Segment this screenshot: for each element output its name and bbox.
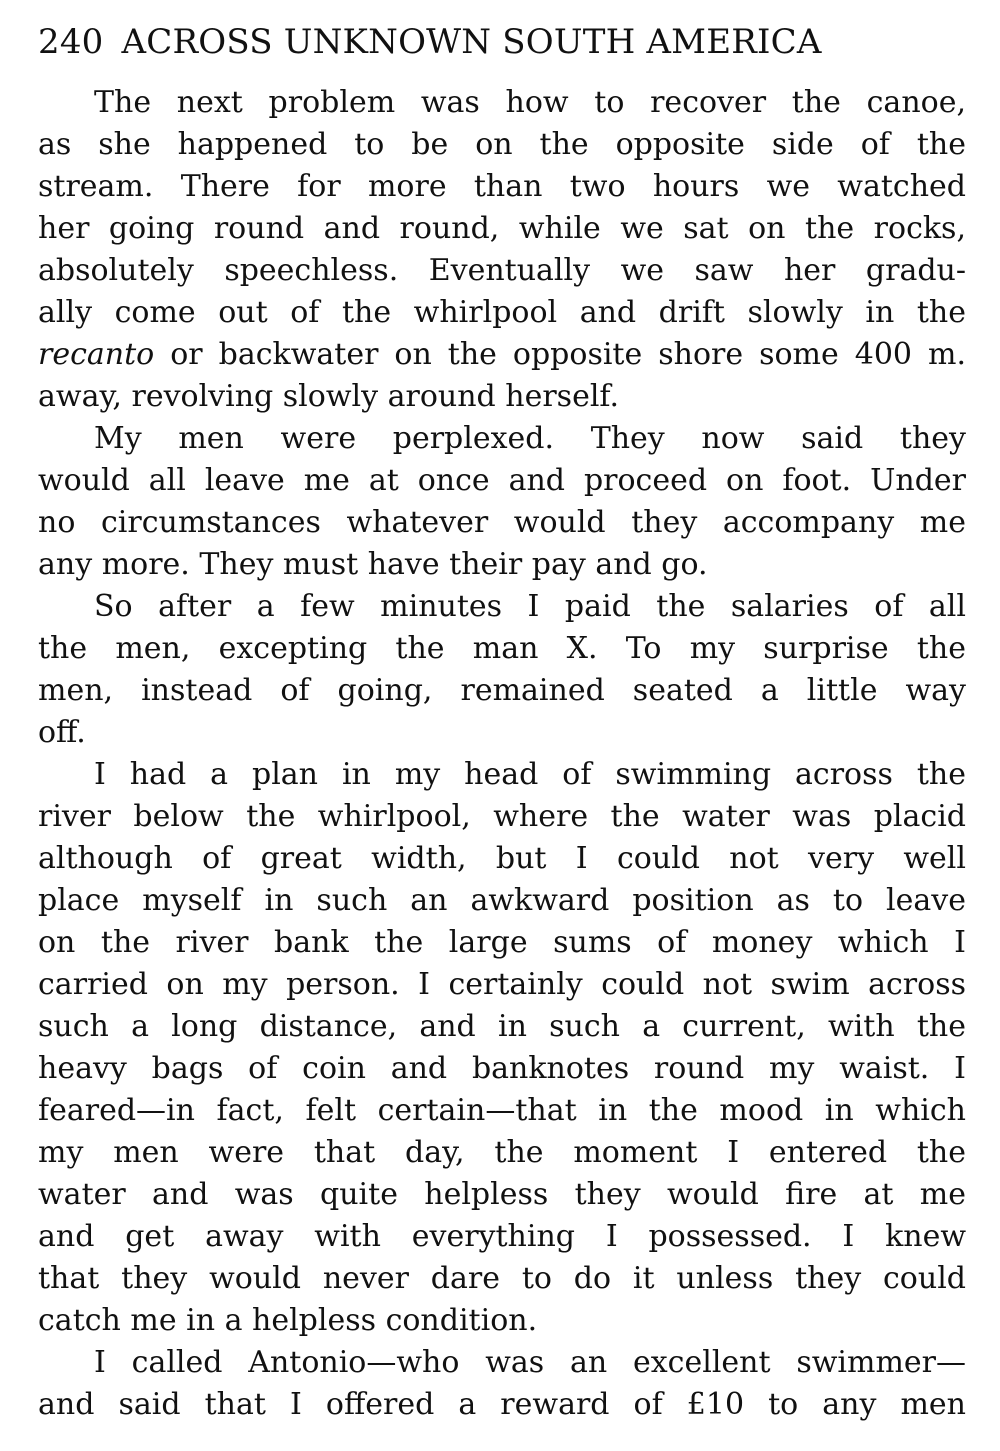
text-line: feared—in fact, felt certain—that in the mood in which (38, 1093, 966, 1128)
running-header (38, 18, 968, 66)
text-line: carried on my person. I certainly could not swim across (38, 967, 966, 1002)
text-line: catch me in a helpless condition. (38, 1303, 538, 1338)
text-line: stream. There for more than two hours we watched (38, 169, 966, 204)
text-line: The next problem was how to recover the canoe, (94, 85, 966, 120)
body-text (38, 82, 966, 1426)
line-rest: or backwater on the opposite shore some 400 m. (154, 337, 966, 372)
text-line: place myself in such an awkward position as to leave (38, 883, 966, 918)
text-line: any more. They must have their pay and go. (38, 547, 708, 582)
text-line: and said that I offered a reward of £10 to any men (38, 1387, 966, 1422)
text-line: My men were perplexed. They now said they (94, 421, 966, 456)
text-line: and get away with everything I possessed. I knew (38, 1219, 966, 1254)
text-line (38, 334, 966, 376)
text-line: off. (38, 715, 86, 750)
text-line: ally come out of the whirlpool and drift slowly in the (38, 295, 966, 330)
paragraph-4 (38, 754, 966, 1342)
text-line: I called Antonio—who was an excellent swimmer— (94, 1345, 966, 1380)
text-line: river below the whirlpool, where the water was placid (38, 799, 966, 834)
text-line: such a long distance, and in such a current, with the (38, 1009, 966, 1044)
text-line: So after a few minutes I paid the salaries of all (94, 589, 966, 624)
text-line: the men, excepting the man X. To my surprise the (38, 631, 966, 666)
text-line: water and was quite helpless they would fire at me (38, 1177, 966, 1212)
text-line: away, revolving slowly around herself. (38, 379, 620, 414)
text-line: although of great width, but I could not very well (38, 841, 966, 876)
text-line: absolutely speechless. Eventually we saw her gradu- (38, 253, 966, 288)
paragraph-3 (38, 586, 966, 754)
paragraph-5 (38, 1342, 966, 1426)
text-line: on the river bank the large sums of money which I (38, 925, 966, 960)
text-line: no circumstances whatever would they accompany me (38, 505, 966, 540)
page-number: 240 (38, 22, 104, 62)
italic-word: recanto (38, 337, 155, 372)
text-line: men, instead of going, remained seated a little way (38, 673, 966, 708)
paragraph-2 (38, 418, 966, 586)
text-line: as she happened to be on the opposite side of the (38, 127, 966, 162)
text-line: heavy bags of coin and banknotes round my waist. I (38, 1051, 966, 1086)
text-line: that they would never dare to do it unless they could (38, 1261, 966, 1296)
text-line: my men were that day, the moment I entered the (38, 1135, 966, 1170)
text-line: I had a plan in my head of swimming across the (94, 757, 966, 792)
paragraph-1 (38, 82, 966, 418)
text-line: would all leave me at once and proceed on foot. Under (38, 463, 966, 498)
running-title: ACROSS UNKNOWN SOUTH AMERICA (121, 22, 822, 62)
text-line: her going round and round, while we sat on the rocks, (38, 211, 966, 246)
